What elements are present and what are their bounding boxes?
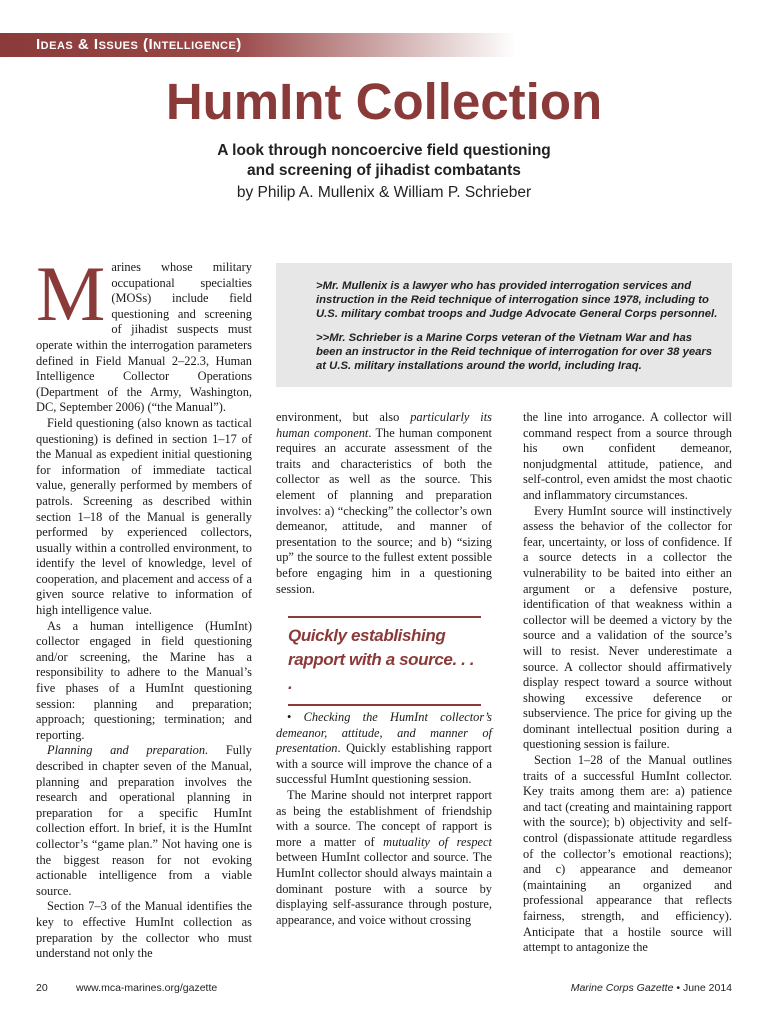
col2-bullet-paragraph: • Checking the HumInt collector’s demeanor, attitude, and manner of presentation. Quickly establishing rapport with a source will improve the chance of a successful HumInt questioning session. bbox=[276, 710, 492, 787]
col2-paragraph-2: The Marine should not interpret rapport as being the establishment of friendship with a source. The concept of rapport is more a matter of mutuality of respect between HumInt collector and source. The HumInt collector should always maintain a dominant posture with a source by displaying self-assurance through posture, appearance, and voice without crossing bbox=[276, 787, 492, 927]
drop-cap: M bbox=[36, 250, 106, 337]
article-title: HumInt Collection bbox=[165, 73, 603, 130]
pull-quote: Quickly establishing rapport with a source. . . . bbox=[288, 616, 481, 706]
byline: by Philip A. Mullenix & William P. Schrieber bbox=[236, 184, 532, 201]
col1-paragraph-4: Planning and preparation. Fully described in chapter seven of the Manual, planning and preparation involves the research and operational planning in preparation for a specific HumInt collection effort. In brief, it is the HumInt collector’s “game plan.” Not having one is the biggest reason for not evoking actionable intelligence from a viable source. bbox=[36, 743, 252, 898]
column-2-top bbox=[276, 410, 492, 597]
col1-paragraph-3: As a human intelligence (HumInt) collector engaged in field questioning and/or screening, the Marine has a responsibility to adhere to the Manual’s five phases of a HumInt questioning session: planning and preparation; approach; questioning; termination; and reporting. bbox=[36, 618, 252, 742]
col3-paragraph-2: Every HumInt source will instinctively assess the behavior of the collector for fear, uncertainty, or loss of confidence. If a source detects in a collector the vulnerability to be baited into either an argument or a defensive posture, identification of that weakness within a collector will be deemed a victory by the source and a validation of the source’s will to resist. Never underestimate a source. A collector should affirmatively display respect toward a source without showing excessive deference or subservience. The price for giving up the dominant intellectual position during a questioning session is failure. bbox=[523, 503, 732, 752]
col1-paragraph-1: Marines whose military occupational specialties (MOSs) include field questioning and screening of jihadist suspects must operate within the interrogation parameters defined in Field Manual 2–22.3, Human Intelligence Collector Operations (Department of the Army, Washington, DC, September 2006) (“the Manual”). bbox=[36, 250, 252, 415]
section-banner bbox=[0, 33, 516, 57]
column-3 bbox=[523, 410, 732, 956]
bio-mullenix: >Mr. Mullenix is a lawyer who has provided interrogation services and instruction in the Reid technique of interrogation since 1978, including to U.S. military combat troops and Judge Advocate General Corps personnel. bbox=[316, 280, 718, 320]
author-bio-box bbox=[276, 263, 732, 387]
column-1 bbox=[36, 250, 252, 962]
col1-paragraph-5: Section 7–3 of the Manual identifies the key to effective HumInt collection as preparation by the collector who must understand not only the bbox=[36, 899, 252, 961]
page-number: 20 bbox=[36, 982, 48, 994]
col3-paragraph-3: Section 1–28 of the Manual outlines traits of a successful HumInt collector. Key traits among them are: a) patience and tact (creating and maintaining rapport with the source); b) objectivity and self-control (dispassionate attitude regardless of the collector’s emotional reactions); and c) appearance and demeanor (maintaining an organized and professional appearance that reflects fairness, strength, and efficiency). Anticipate that a hostile source will attempt to antagonize the bbox=[523, 753, 732, 955]
col1-paragraph-2: Field questioning (also known as tactical questioning) is defined in section 1–17 of the Manual as expedient initial questioning for information of immediate tactical value, generally performed by members of patrols. Screening as described within section 1–18 of the Manual is generally performed by experienced collectors, usually within a controlled environment, to identify the level of knowledge, level of cooperation, and placement and access of a given source relative to information of high intelligence value. bbox=[36, 415, 252, 618]
bio-schrieber: >>Mr. Schrieber is a Marine Corps veteran of the Vietnam War and has been an instructor in the Reid technique of interrogation for over 38 years at U.S. military installations around the world, including Iraq. bbox=[316, 332, 713, 372]
subtitle-line-1: A look through noncoercive field questioning bbox=[217, 142, 551, 159]
footer-journal: Marine Corps Gazette • June 2014 bbox=[570, 982, 732, 994]
footer-url: www.mca-marines.org/gazette bbox=[76, 982, 218, 994]
section-label: Ideas & Issues (Intelligence) bbox=[36, 36, 242, 53]
subtitle-line-2: and screening of jihadist combatants bbox=[247, 162, 521, 179]
col3-paragraph-1: the line into arrogance. A collector will command respect from a source through his own confident demeanor, nonjudgmental attitude, patience, and self-control, even amidst the most chaotic and inflammatory circumstances. bbox=[523, 410, 732, 502]
column-2-bottom bbox=[276, 710, 492, 928]
col2-paragraph-1: environment, but also particularly its human component. The human component requires an accurate assessment of the traits and characteristics of both the collector as well as the source. This element of planning and preparation involves: a) “checking” the collector’s own demeanor, attitude, and manner of presentation to the source; and b) “sizing up” the source to the fullest extent possible before engaging him in a questioning session. bbox=[276, 410, 492, 596]
